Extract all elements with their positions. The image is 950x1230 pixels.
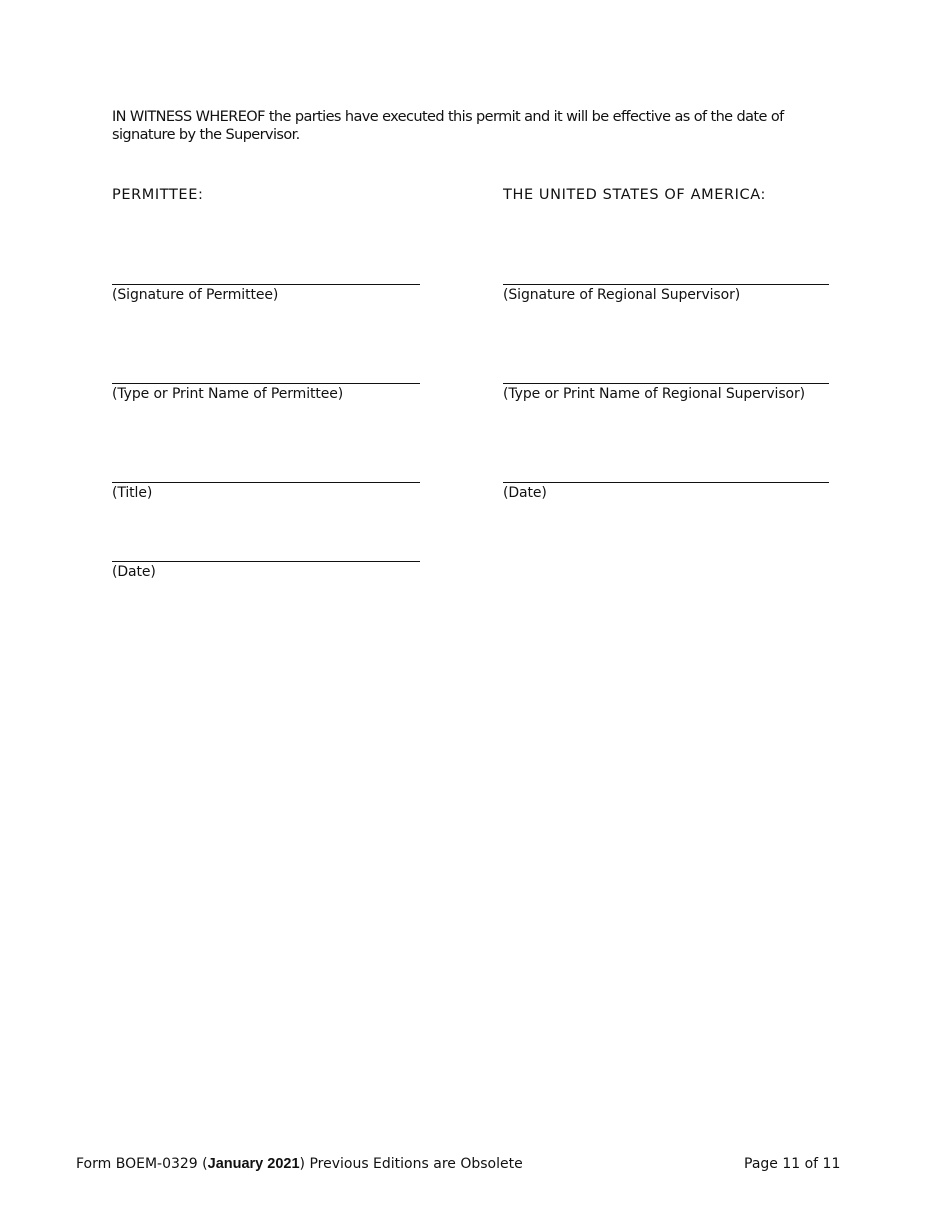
permittee-name-caption: (Type or Print Name of Permittee)	[112, 386, 344, 402]
permittee-signature-line[interactable]	[112, 284, 420, 285]
supervisor-name-caption: (Type or Print Name of Regional Supervisor)	[503, 386, 806, 402]
permittee-signature-caption: (Signature of Permittee)	[112, 287, 279, 303]
form-revision-date: January 2021	[207, 1156, 300, 1172]
permittee-title-caption: (Title)	[112, 485, 153, 501]
permittee-date-line[interactable]	[112, 561, 420, 562]
supervisor-date-line[interactable]	[503, 482, 829, 483]
permittee-date-caption: (Date)	[112, 564, 156, 580]
form-footer	[76, 1156, 523, 1172]
page-number: Page 11 of 11	[744, 1156, 841, 1172]
form-obsolete-note: ) Previous Editions are Obsolete	[299, 1156, 523, 1172]
permittee-heading: PERMITTEE:	[112, 187, 204, 203]
permittee-title-line[interactable]	[112, 482, 420, 483]
supervisor-signature-caption: (Signature of Regional Supervisor)	[503, 287, 741, 303]
permittee-name-line[interactable]	[112, 383, 420, 384]
supervisor-name-line[interactable]	[503, 383, 829, 384]
supervisor-signature-line[interactable]	[503, 284, 829, 285]
form-id-prefix: Form BOEM-0329 (	[76, 1156, 208, 1172]
supervisor-date-caption: (Date)	[503, 485, 547, 501]
usa-heading: THE UNITED STATES OF AMERICA:	[503, 187, 767, 203]
witness-statement: IN WITNESS WHEREOF the parties have executed this permit and it will be effective as of the date of signature by the Supervisor.	[112, 109, 784, 143]
